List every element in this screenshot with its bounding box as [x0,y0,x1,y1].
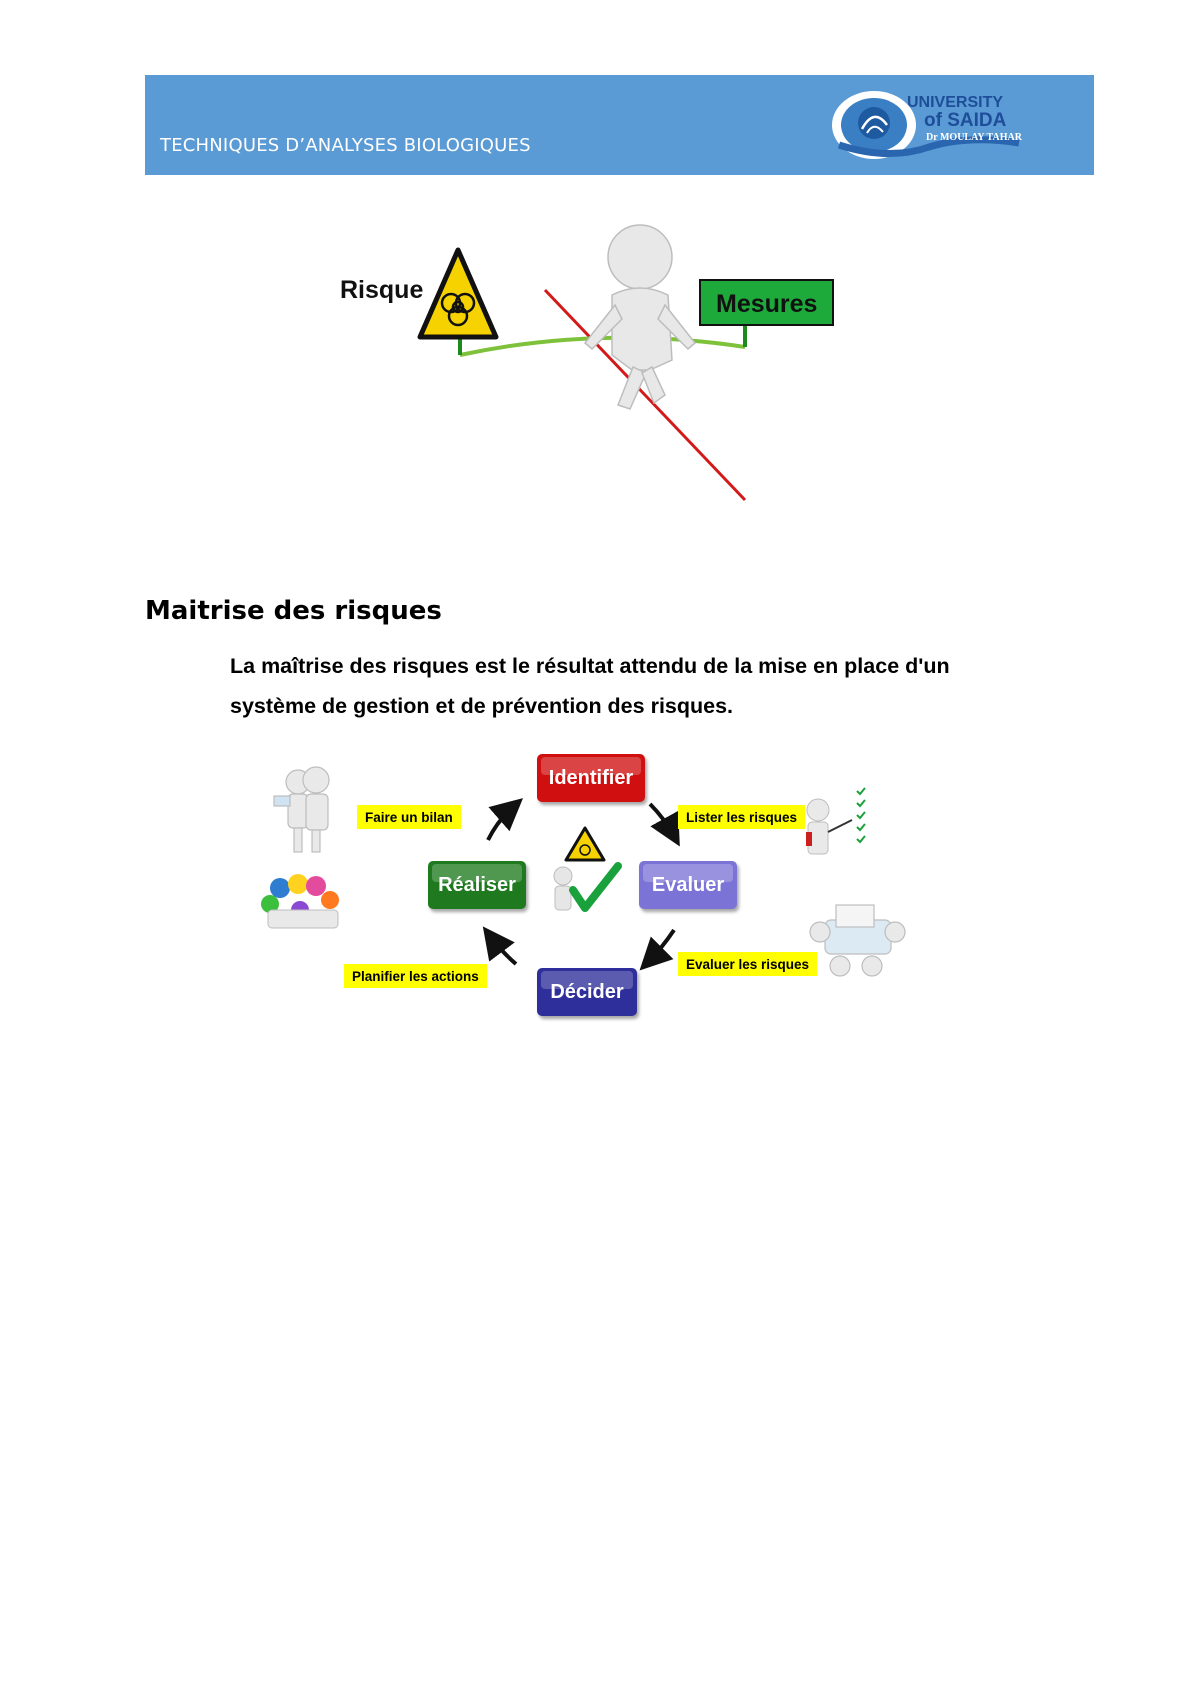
logo-text-saida: of SAIDA [924,110,1007,131]
step-identifier-button[interactable] [537,754,645,802]
university-logo [829,85,1029,163]
section-title: Maitrise des risques [145,596,442,626]
tag-lister-risques: Lister les risques [678,805,805,829]
logo-text-university: UNIVERSITY [907,94,1004,111]
arrow-identifier-evaluer [650,804,674,836]
risk-label: Risque [340,276,424,304]
risk-management-cycle [240,740,940,1030]
tag-planifier-actions: Planifier les actions [344,964,487,988]
person-icon [554,867,572,885]
section-intro: La maîtrise des risques est le résultat attendu de la mise en place d'un système de gestion et de prévention des risques. [230,654,950,718]
center-checkmark-figure [554,828,618,910]
measures-label: Mesures [716,290,818,318]
checkmark-icon [573,866,618,908]
biohazard-warning-icon [420,250,496,337]
page-header [145,75,1094,175]
step-decider-button[interactable] [537,968,637,1016]
figure-planifier-icon [261,874,339,928]
step-realiser-button[interactable] [428,861,526,909]
person-figure-icon [585,225,695,409]
figure-lister-icon [806,788,865,854]
logo-text-moulay: Dr MOULAY TAHAR [926,132,1022,143]
risk-tightrope-illustration [340,195,850,505]
measures-sign [700,280,833,325]
header-title: TECHNIQUES D’ANALYSES BIOLOGIQUES [160,135,531,156]
arrow-realiser-identifier [488,806,514,840]
tag-faire-bilan: Faire un bilan [357,805,461,829]
figure-meeting-icon [810,905,905,976]
figure-bilan-icon [274,767,329,852]
arrow-evaluer-decider [648,930,674,962]
step-decider-label: Décider [550,980,624,1003]
arrow-decider-realiser [490,936,516,964]
step-evaluer-button[interactable] [639,861,737,909]
step-realiser-label: Réaliser [438,873,516,896]
step-identifier-label: Identifier [548,766,634,789]
step-evaluer-label: Evaluer [651,873,725,896]
tag-evaluer-risques: Evaluer les risques [678,952,817,976]
